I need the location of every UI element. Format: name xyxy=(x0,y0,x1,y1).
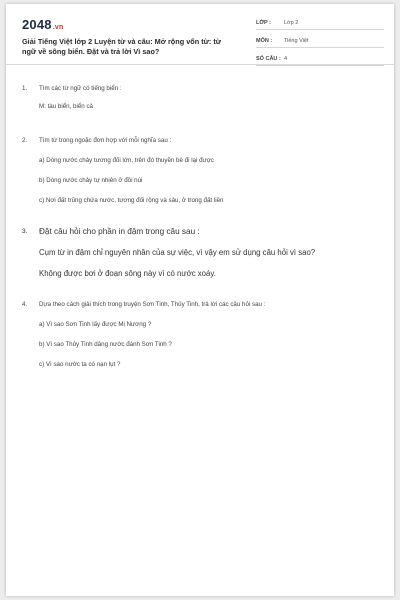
question-prompt xyxy=(22,226,382,237)
question-text: Đặt câu hỏi cho phần in đậm trong câu sau : xyxy=(39,227,200,236)
answer-line: c) Vì sao nước ta có nạn lụt ? xyxy=(39,361,121,368)
meta-row-class xyxy=(256,18,384,30)
answer-line: c) Nơi đất trũng chứa nước, tương đối rộng và sâu, ở trong đất liền xyxy=(39,197,224,204)
question-prompt xyxy=(22,300,382,309)
meta-key: SỐ CÂU : xyxy=(256,56,281,62)
answer-line: Cụm từ in đậm chỉ nguyên nhân của sự việc, vì vậy em sử dụng câu hỏi vì sao? xyxy=(39,248,316,257)
meta-row-question-count xyxy=(256,54,384,66)
question-4 xyxy=(22,300,382,369)
question-prompt xyxy=(22,84,382,93)
answer-line: a) Vì sao Sơn Tinh lấy được Mị Nương ? xyxy=(39,321,152,328)
question-2 xyxy=(22,136,382,205)
question-number: 4. xyxy=(22,301,28,308)
question-text: Tìm từ trong ngoặc đơn hợp với mỗi nghĩa sau : xyxy=(39,137,172,144)
answer-line: a) Dòng nước chảy tương đối lớn, trên đó thuyền bè đi lại được xyxy=(39,157,214,164)
logo-main: 2048 xyxy=(22,17,52,32)
meta-key: MÔN : xyxy=(256,38,273,44)
question-text: Tìm các từ ngữ có tiếng biển : xyxy=(39,85,122,92)
question-number: 1. xyxy=(22,85,28,92)
meta-key: LỚP : xyxy=(256,20,271,26)
question-prompt xyxy=(22,136,382,145)
question-number: 3. xyxy=(22,228,28,235)
answer-line: M: tàu biển, biển cả xyxy=(39,103,94,110)
page-header xyxy=(6,4,394,65)
question-3 xyxy=(22,226,382,279)
answer-line: Không được bơi ở đoạn sông này vì có nước xoáy. xyxy=(39,269,216,278)
meta-panel xyxy=(256,18,384,72)
document-title: Giải Tiếng Việt lớp 2 Luyện từ và câu: Mở rộng vốn từ: từ ngữ về sông biển. Đặt và trả lời Vì sao? xyxy=(22,37,222,56)
logo-tld: .vn xyxy=(52,24,64,31)
document-page xyxy=(6,4,394,596)
question-text: Dựa theo cách giải thích trong truyện Sơn Tinh, Thủy Tinh, trả lời các câu hỏi sau : xyxy=(39,301,266,308)
site-logo[interactable] xyxy=(22,17,63,32)
answer-line: b) Vì sao Thủy Tinh dâng nước đánh Sơn Tinh ? xyxy=(39,341,172,348)
meta-row-subject xyxy=(256,36,384,48)
meta-value: Lớp 2 xyxy=(284,20,299,26)
question-1 xyxy=(22,84,382,111)
question-number: 2. xyxy=(22,137,28,144)
answer-line: b) Dòng nước chảy tự nhiên ở đồi núi xyxy=(39,177,143,184)
meta-value: 4 xyxy=(284,56,288,62)
meta-value: Tiếng Việt xyxy=(284,38,309,44)
